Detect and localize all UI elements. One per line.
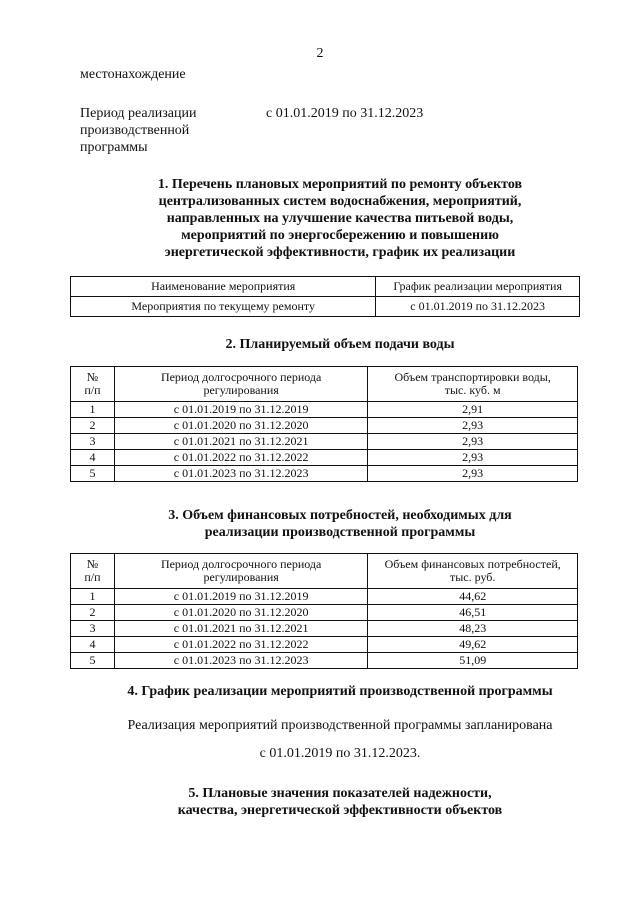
section4-text-line: с 01.01.2019 по 31.12.2023. <box>259 746 421 761</box>
table-row <box>71 621 578 637</box>
header-line: п/п <box>84 570 101 584</box>
table-header-cell <box>368 554 578 589</box>
section2-heading: 2. Планируемый объем подачи воды <box>225 337 455 352</box>
header-line: Период долгосрочного периода <box>160 370 322 384</box>
table-row <box>71 402 578 418</box>
header-line: тыс. руб. <box>449 570 496 584</box>
table-row <box>71 450 578 466</box>
table-cell: 46,51 <box>368 605 578 621</box>
table-cell: с 01.01.2022 по 31.12.2022 <box>114 637 367 653</box>
heading-line: энергетической эффективности, график их реализации <box>164 245 516 260</box>
table-cell: с 01.01.2023 по 31.12.2023 <box>114 653 367 669</box>
table-cell: с 01.01.2020 по 31.12.2020 <box>114 418 367 434</box>
table-cell: 5 <box>71 466 115 482</box>
financial-needs-table <box>70 553 578 669</box>
table-cell: 48,23 <box>368 621 578 637</box>
page-number: 2 <box>316 46 324 61</box>
period-label-line: программы <box>80 140 148 155</box>
table-header-row <box>71 277 580 297</box>
table-cell: Мероприятия по текущему ремонту <box>71 297 376 317</box>
table-header-cell <box>71 554 115 589</box>
period-value: с 01.01.2019 по 31.12.2023 <box>266 106 424 121</box>
heading-line: 1. Перечень плановых мероприятий по ремонту объектов <box>157 177 523 192</box>
table-row <box>71 297 580 317</box>
table-cell: 49,62 <box>368 637 578 653</box>
table-row <box>71 418 578 434</box>
heading-line: мероприятий по энергосбережению и повышению <box>181 228 499 243</box>
table-cell: 2,91 <box>368 402 578 418</box>
heading-line: 5. Плановые значения показателей надежности, <box>188 786 492 801</box>
header-line: тыс. куб. м <box>444 383 501 397</box>
table-cell: 2,93 <box>368 466 578 482</box>
section4-text-line: Реализация мероприятий производственной программы запланирована <box>127 718 553 733</box>
table-cell: 3 <box>71 621 115 637</box>
table-row <box>71 466 578 482</box>
header-line: п/п <box>84 383 101 397</box>
table-row <box>71 653 578 669</box>
heading-line: качества, энергетической эффективности объектов <box>177 803 503 818</box>
table-cell: с 01.01.2023 по 31.12.2023 <box>114 466 367 482</box>
table-header-cell <box>71 367 115 402</box>
table-cell: с 01.01.2019 по 31.12.2019 <box>114 589 367 605</box>
table-cell: 2,93 <box>368 450 578 466</box>
period-label <box>80 105 196 156</box>
table-cell: 44,62 <box>368 589 578 605</box>
table-header-row <box>71 554 578 589</box>
water-volume-table <box>70 366 578 482</box>
table-cell: с 01.01.2021 по 31.12.2021 <box>114 621 367 637</box>
table-cell: с 01.01.2019 по 31.12.2023 <box>376 297 580 317</box>
table-cell: 51,09 <box>368 653 578 669</box>
header-line: Объем транспортировки воды, <box>394 370 551 384</box>
location-fragment: местонахождение <box>80 67 186 82</box>
table-cell: 1 <box>71 402 115 418</box>
header-line: регулирования <box>203 570 279 584</box>
table-header-cell: График реализации мероприятия <box>376 277 580 297</box>
table-cell: с 01.01.2021 по 31.12.2021 <box>114 434 367 450</box>
section5-heading <box>60 785 620 819</box>
header-line: Объем финансовых потребностей, <box>384 557 561 571</box>
section4-heading: 4. График реализации мероприятий производственной программы <box>127 684 553 699</box>
table-row <box>71 589 578 605</box>
table-header-cell: Наименование мероприятия <box>71 277 376 297</box>
header-line: Период долгосрочного периода <box>160 557 322 571</box>
table-header-cell <box>114 367 367 402</box>
heading-line: направленных на улучшение качества питьевой воды, <box>166 211 514 226</box>
table-cell: с 01.01.2022 по 31.12.2022 <box>114 450 367 466</box>
table-cell: 4 <box>71 637 115 653</box>
activities-table <box>70 276 580 317</box>
table-cell: 3 <box>71 434 115 450</box>
heading-line: 3. Объем финансовых потребностей, необходимых для <box>168 508 512 523</box>
table-header-cell <box>368 367 578 402</box>
table-row <box>71 434 578 450</box>
table-cell: 2 <box>71 418 115 434</box>
header-line: № <box>86 370 99 384</box>
table-cell: 2 <box>71 605 115 621</box>
table-cell: 4 <box>71 450 115 466</box>
period-label-line: Период реализации <box>80 106 197 121</box>
table-cell: с 01.01.2019 по 31.12.2019 <box>114 402 367 418</box>
table-cell: с 01.01.2020 по 31.12.2020 <box>114 605 367 621</box>
table-row <box>71 605 578 621</box>
table-cell: 2,93 <box>368 418 578 434</box>
section1-heading <box>60 176 620 261</box>
table-header-cell <box>114 554 367 589</box>
table-cell: 2,93 <box>368 434 578 450</box>
table-cell: 5 <box>71 653 115 669</box>
period-label-line: производственной <box>80 123 190 138</box>
heading-line: реализации производственной программы <box>204 525 476 540</box>
header-line: № <box>86 557 99 571</box>
table-header-row <box>71 367 578 402</box>
heading-line: централизованных систем водоснабжения, мероприятий, <box>158 194 522 209</box>
section3-heading <box>60 507 620 541</box>
table-cell: 1 <box>71 589 115 605</box>
table-row <box>71 637 578 653</box>
header-line: регулирования <box>203 383 279 397</box>
